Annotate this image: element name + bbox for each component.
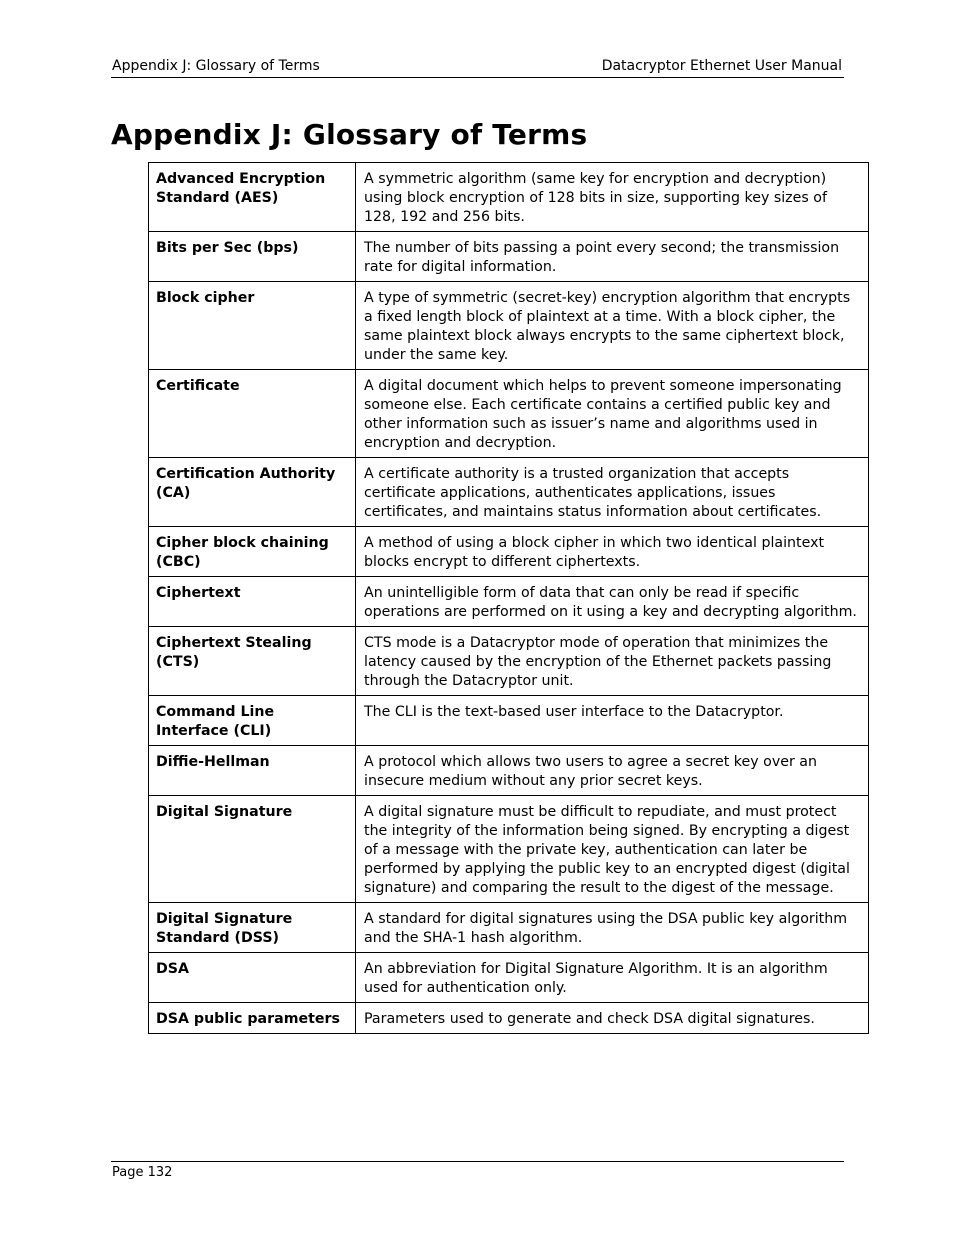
glossary-definition: The number of bits passing a point every second; the transmission rate for digital information. xyxy=(356,232,869,282)
glossary-definition: A method of using a block cipher in which two identical plaintext blocks encrypt to different ciphertexts. xyxy=(356,527,869,577)
glossary-term: DSA xyxy=(149,953,356,1003)
glossary-row xyxy=(149,903,869,953)
header-section-title: Appendix J: Glossary of Terms xyxy=(112,58,320,74)
glossary-row xyxy=(149,282,869,370)
glossary-term: Certification Authority (CA) xyxy=(149,458,356,527)
glossary-definition: A type of symmetric (secret-key) encryption algorithm that encrypts a fixed length block of plaintext at a time. With a block cipher, the same plaintext block always encrypts to the same ciphertext block, under the same key. xyxy=(356,282,869,370)
glossary-definition: A protocol which allows two users to agree a secret key over an insecure medium without any prior secret keys. xyxy=(356,746,869,796)
glossary-definition: A certificate authority is a trusted organization that accepts certificate applications, authenticates applications, issues certificates, and maintains status information about certificates. xyxy=(356,458,869,527)
glossary-row xyxy=(149,527,869,577)
glossary-term: Certificate xyxy=(149,370,356,458)
glossary-definition: Parameters used to generate and check DSA digital signatures. xyxy=(356,1003,869,1034)
glossary-table-body xyxy=(149,163,869,1034)
glossary-term: Cipher block chaining (CBC) xyxy=(149,527,356,577)
glossary-term: Diffie-Hellman xyxy=(149,746,356,796)
glossary-row xyxy=(149,163,869,232)
glossary-definition: A standard for digital signatures using the DSA public key algorithm and the SHA-1 hash algorithm. xyxy=(356,903,869,953)
glossary-term: Digital Signature xyxy=(149,796,356,903)
glossary-row xyxy=(149,627,869,696)
glossary-definition: CTS mode is a Datacryptor mode of operation that minimizes the latency caused by the encryption of the Ethernet packets passing through the Datacryptor unit. xyxy=(356,627,869,696)
glossary-term: DSA public parameters xyxy=(149,1003,356,1034)
page-footer xyxy=(111,1161,844,1183)
glossary-definition: A digital signature must be difficult to repudiate, and must protect the integrity of the information being signed. By encrypting a digest of a message with the private key, authentication can later be performed by applying the public key to an encrypted digest (digital signature) and comparing the result to the digest of the message. xyxy=(356,796,869,903)
glossary-row xyxy=(149,953,869,1003)
glossary-row xyxy=(149,796,869,903)
page-header xyxy=(111,56,844,78)
glossary-table xyxy=(148,162,869,1034)
glossary-term: Advanced Encryption Standard (AES) xyxy=(149,163,356,232)
glossary-term: Digital Signature Standard (DSS) xyxy=(149,903,356,953)
glossary-definition: A digital document which helps to prevent someone impersonating someone else. Each certificate contains a certified public key and other information such as issuer’s name and algorithms used in encryption and decryption. xyxy=(356,370,869,458)
glossary-row xyxy=(149,458,869,527)
glossary-row xyxy=(149,746,869,796)
glossary-row xyxy=(149,1003,869,1034)
glossary-term: Bits per Sec (bps) xyxy=(149,232,356,282)
glossary-row xyxy=(149,370,869,458)
page-title: Appendix J: Glossary of Terms xyxy=(111,118,588,151)
glossary-definition: An abbreviation for Digital Signature Algorithm. It is an algorithm used for authentication only. xyxy=(356,953,869,1003)
glossary-term: Ciphertext xyxy=(149,577,356,627)
glossary-definition: An unintelligible form of data that can only be read if specific operations are performed on it using a key and decrypting algorithm. xyxy=(356,577,869,627)
glossary-term: Block cipher xyxy=(149,282,356,370)
glossary-row xyxy=(149,577,869,627)
glossary-term: Command Line Interface (CLI) xyxy=(149,696,356,746)
glossary-row xyxy=(149,696,869,746)
glossary-term: Ciphertext Stealing (CTS) xyxy=(149,627,356,696)
glossary-definition: The CLI is the text-based user interface to the Datacryptor. xyxy=(356,696,869,746)
glossary-definition: A symmetric algorithm (same key for encryption and decryption) using block encryption of 128 bits in size, supporting key sizes of 128, 192 and 256 bits. xyxy=(356,163,869,232)
glossary-row xyxy=(149,232,869,282)
page-number: Page 132 xyxy=(112,1165,173,1180)
header-manual-title: Datacryptor Ethernet User Manual xyxy=(601,58,842,74)
